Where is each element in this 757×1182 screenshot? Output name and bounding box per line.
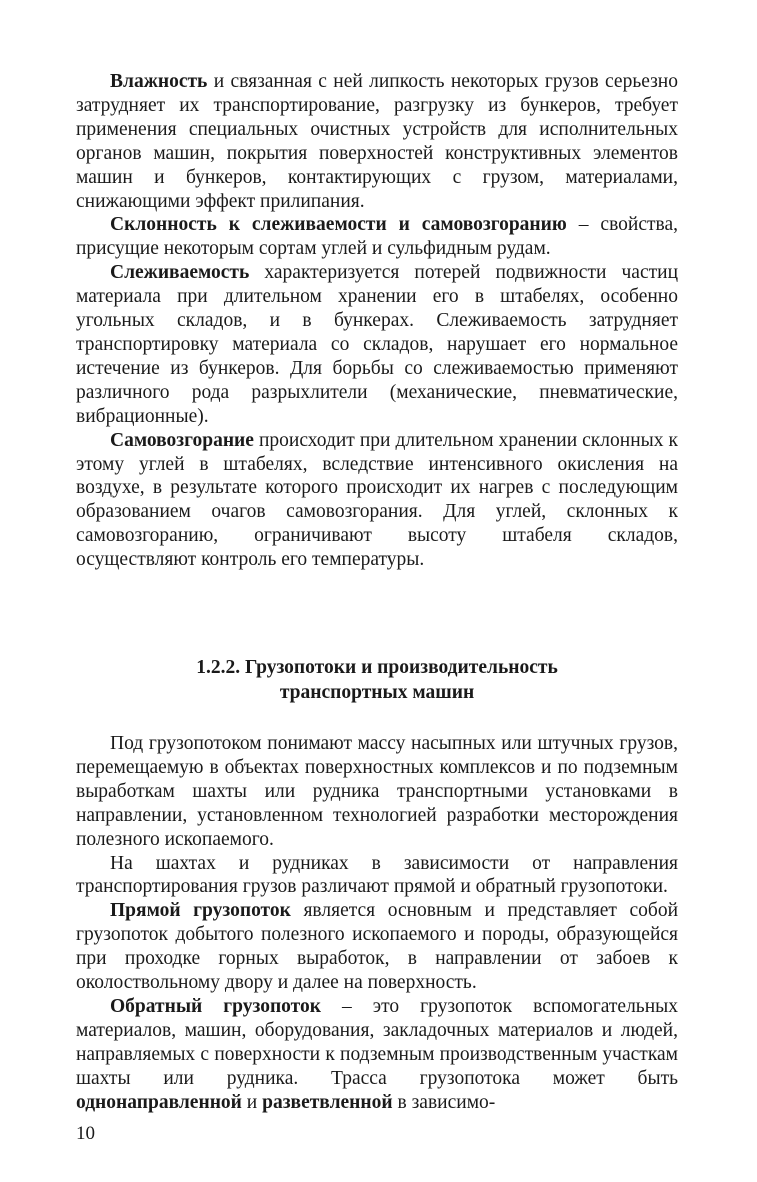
paragraph-reverse-flow-text-a: – это грузопоток вспомогательных материалов, машин, оборудования, закладочных материалов и людей, направляемых с поверхности к подземным производственным участкам шахты или рудника. Трасса грузопотока может быть	[76, 996, 678, 1089]
term-caking-ignition: Склонность к слеживаемости и самовозгоранию	[110, 214, 567, 236]
spacer	[76, 572, 678, 655]
spacer	[76, 705, 678, 732]
term-unidirectional: однонаправленной	[76, 1091, 242, 1113]
term-moisture: Влажность	[110, 71, 208, 92]
paragraph-self-ignition	[76, 429, 678, 572]
paragraph-reverse-flow-text-b: и	[241, 1091, 263, 1113]
paragraph-moisture	[76, 70, 678, 213]
paragraph-reverse-flow	[76, 995, 678, 1115]
paragraph-reverse-flow-text-c: в зависимо-	[392, 1091, 496, 1113]
paragraph-moisture-text: и связанная с ней липкость некоторых грузов серьезно затрудняет их транспортирование, разгрузку из бункеров, требует применения специальных очистных устройств для исполнительных органов машин, покрытия поверхностей конструктивных элементов машин и бункеров, контактирующих с грузом, материалами, снижающими эффект прилипания.	[76, 71, 678, 212]
term-caking: Слеживаемость	[110, 262, 250, 284]
paragraph-caking-text: характеризуется потерей подвижности частиц материала при длительном хранении его в штабелях, особенно угольных складов, и в бункерах. Слеживаемость затрудняет транспортировку материала со складов, нарушает его нормальное истечение из бункеров. Для борьбы со слеживаемостью применяют различного рода разрыхлители (механические, пневматические, вибрационные).	[76, 262, 678, 427]
paragraph-caking	[76, 261, 678, 428]
section-title	[76, 655, 678, 705]
page-number: 10	[76, 1123, 95, 1144]
term-branched: разветвленной	[262, 1091, 393, 1113]
page-content	[76, 70, 678, 1115]
section-title-line-1: 1.2.2. Грузопотоки и производительность	[196, 657, 558, 679]
paragraph-self-ignition-text: происходит при длительном хранении склонных к этому углей в штабелях, вследствие интенсивного окисления на воздухе, в результате которого происходит их нагрев с последующим образованием очагов самовозгорания. Для углей, склонных к самовозгоранию, ограничивают высоту штабеля складов, осуществляют контроль его температуры.	[76, 429, 678, 571]
term-direct-flow: Прямой грузопоток	[110, 900, 291, 922]
term-self-ignition: Самовозгорание	[110, 429, 254, 451]
paragraph-cargo-flow-definition: Под грузопотоком понимают массу насыпных или штучных грузов, перемещаемую в объектах поверхностных комплексов и по подземным выработкам шахты или рудника транспортными установками в направлении, установленном технологией разработки месторождения полезного ископаемого.	[76, 733, 678, 850]
paragraph-caking-ignition-text: – свойства, присущие некоторым сортам углей и сульфидным рудам.	[76, 214, 678, 260]
paragraph-direct-flow-text: является основным и представляет собой грузопоток добытого полезного ископаемого и породы, образующейся при проходке горных выработок, в направлении от забоев к околоствольному двору и далее на поверхность.	[76, 900, 678, 994]
section-title-line-2: транспортных машин	[279, 682, 475, 704]
term-reverse-flow: Обратный грузопоток	[110, 996, 321, 1017]
paragraph-direct-flow	[76, 899, 678, 995]
paragraph-caking-ignition	[76, 213, 678, 261]
paragraph-flow-types: На шахтах и рудниках в зависимости от направления транспортирования грузов различают прямой и обратный грузопотоки.	[76, 852, 678, 898]
